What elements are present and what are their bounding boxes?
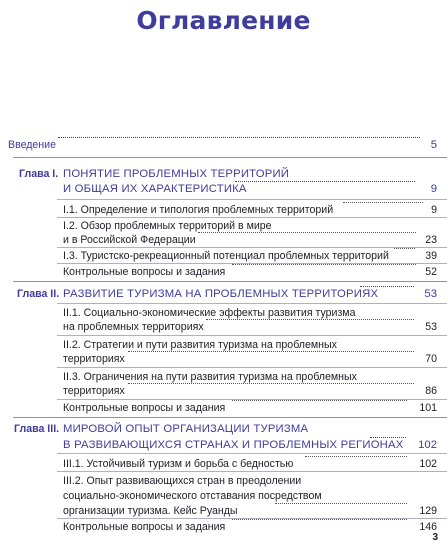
- divider: [57, 471, 447, 472]
- toc-review-3[interactable]: [0, 519, 447, 535]
- divider: [13, 157, 447, 158]
- dot-leader: [58, 137, 420, 138]
- toc-page-number: 129: [419, 505, 437, 517]
- section-title: и в Российской Федерации: [63, 234, 196, 246]
- section-title: I.1. Определение и типология проблемных территорий: [63, 204, 334, 216]
- page-title: Оглавление: [136, 6, 311, 35]
- divider: [57, 367, 447, 368]
- toc-page-number: 53: [424, 288, 437, 300]
- dot-leader: [232, 264, 416, 265]
- section-title: территориях: [63, 385, 125, 397]
- dot-leader: [232, 400, 407, 401]
- toc-page-number: 86: [425, 385, 437, 397]
- section-title: II.1. Социально-экономические эффекты развития туризма: [63, 307, 356, 319]
- section-title: I.3. Туристско-рекреационный потенциал проблемных территорий: [63, 250, 389, 262]
- chapter-label: Глава III.: [14, 423, 60, 435]
- toc-page-number: 53: [425, 321, 437, 333]
- toc-page-number: 70: [425, 353, 437, 365]
- section-title: территориях: [63, 353, 125, 365]
- toc-page-number: 102: [418, 439, 437, 451]
- dot-leader: [128, 351, 414, 352]
- divider: [57, 199, 447, 200]
- chapter-label: Глава II.: [17, 288, 60, 300]
- toc-entry-label: Введение: [8, 139, 56, 151]
- toc-page-number: 39: [425, 250, 437, 262]
- dot-leader: [305, 456, 407, 457]
- toc-page-number: 5: [430, 139, 437, 151]
- toc-page-number: 9: [430, 183, 437, 195]
- toc-chapter-3-title-line1[interactable]: [0, 421, 447, 437]
- toc-page-number: 101: [419, 402, 437, 414]
- section-title: Контрольные вопросы и задания: [63, 521, 226, 533]
- dot-leader: [360, 286, 414, 287]
- section-title: Контрольные вопросы и задания: [63, 402, 226, 414]
- toc-chapter-3-title-line2[interactable]: [0, 437, 447, 453]
- toc-page-number: 146: [419, 521, 437, 533]
- toc-section-2-1-line2[interactable]: [0, 319, 447, 335]
- toc-review-1[interactable]: [0, 264, 447, 280]
- toc-chapter-1-title-line2[interactable]: [0, 181, 447, 197]
- toc-section-2-3-line2[interactable]: [0, 383, 447, 399]
- section-title: III.2. Опыт развивающихся стран в преодолении: [63, 475, 302, 487]
- chapter-title: И ОБЩАЯ ИХ ХАРАКТЕРИСТИКА: [63, 183, 247, 195]
- section-title: II.3. Ограничения на пути развития туризма на проблемных: [63, 371, 357, 383]
- section-title: организации туризма. Кейс Руанды: [63, 505, 238, 517]
- dot-leader: [275, 503, 407, 504]
- toc-page-number: 23: [425, 234, 437, 246]
- toc-section-3-2-line3[interactable]: [0, 503, 447, 519]
- toc-chapter-2-title[interactable]: [0, 286, 447, 302]
- toc-section-1-2-line2[interactable]: [0, 232, 447, 248]
- chapter-title: МИРОВОЙ ОПЫТ ОРГАНИЗАЦИИ ТУРИЗМА: [63, 423, 309, 435]
- toc-review-2[interactable]: [0, 400, 447, 416]
- dot-leader: [206, 319, 414, 320]
- chapter-label: Глава I.: [19, 168, 59, 180]
- divider: [13, 281, 447, 282]
- section-title: Контрольные вопросы и задания: [63, 266, 226, 278]
- toc-section-1-1[interactable]: [0, 202, 447, 218]
- section-title: социально-экономического отставания посредством: [63, 490, 322, 502]
- section-title: I.2. Обзор проблемных территорий в мире: [63, 220, 272, 232]
- section-title: на проблемных территориях: [63, 321, 204, 333]
- toc-section-3-1[interactable]: [0, 456, 447, 472]
- toc-entry-intro[interactable]: [0, 137, 447, 153]
- dot-leader: [343, 202, 423, 203]
- toc-page-number: 52: [425, 266, 437, 278]
- section-title: II.2. Стратегии и пути развития туризма на проблемных: [63, 339, 337, 351]
- chapter-title: ПОНЯТИЕ ПРОБЛЕМНЫХ ТЕРРИТОРИЙ: [63, 168, 290, 180]
- divider: [57, 453, 447, 454]
- dot-leader: [394, 248, 415, 249]
- section-title: III.1. Устойчивый туризм и борьба с бедностью: [63, 458, 294, 470]
- divider: [57, 335, 447, 336]
- toc-section-1-3[interactable]: [0, 248, 447, 264]
- toc-section-3-2-line2[interactable]: [0, 488, 447, 504]
- dot-leader: [128, 383, 414, 384]
- divider: [57, 303, 447, 304]
- toc-chapter-1-title-line1[interactable]: [0, 166, 447, 182]
- chapter-title: РАЗВИТИЕ ТУРИЗМА НА ПРОБЛЕМНЫХ ТЕРРИТОРИЯХ: [63, 288, 379, 300]
- toc-page-number: 102: [419, 458, 437, 470]
- dot-leader: [235, 181, 415, 182]
- chapter-title: В РАЗВИВАЮЩИХСЯ СТРАНАХ И ПРОБЛЕМНЫХ РЕГИОНАХ: [63, 439, 404, 451]
- toc-page-number: 9: [431, 204, 437, 216]
- dot-leader: [232, 519, 407, 520]
- page-number: 3: [432, 532, 438, 543]
- dot-leader: [370, 437, 406, 438]
- dot-leader: [198, 232, 416, 233]
- toc-section-2-2-line2[interactable]: [0, 351, 447, 367]
- toc-section-3-2-line1[interactable]: [0, 473, 447, 489]
- divider: [13, 417, 447, 418]
